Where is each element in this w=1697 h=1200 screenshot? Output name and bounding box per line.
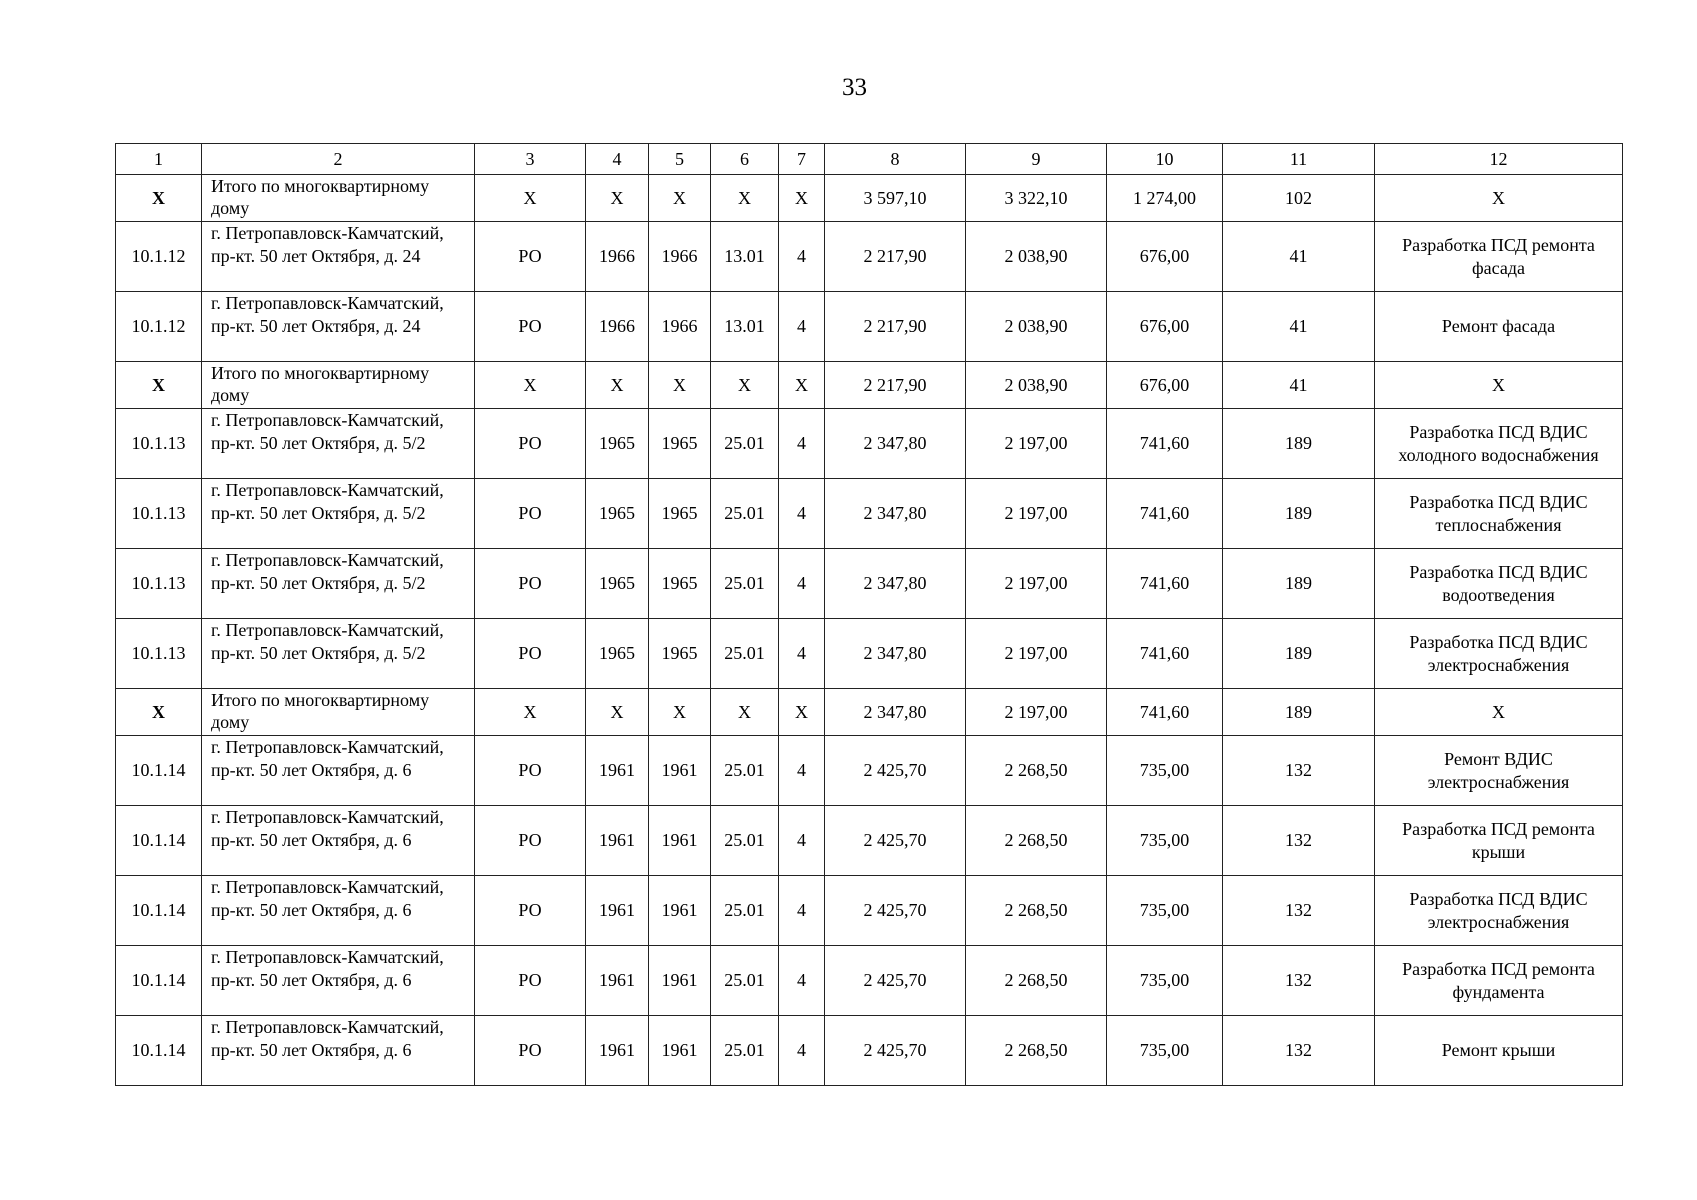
address-cell: Итого по многоквартирному дому: [202, 689, 475, 736]
floors-cell: 4: [779, 1016, 825, 1086]
work-type-cell: Разработка ПСД ВДИС водоотведения: [1375, 549, 1623, 619]
owner-type-cell: РО: [475, 946, 586, 1016]
total-area-cell: 2 217,90: [825, 222, 966, 292]
work-type-cell: X: [1375, 362, 1623, 409]
wall-material-cell: 25.01: [711, 619, 779, 689]
non-residential-area-cell: 741,60: [1107, 549, 1223, 619]
residents-cell: 41: [1223, 362, 1375, 409]
total-area-cell: 2 425,70: [825, 736, 966, 806]
residential-area-cell: 2 268,50: [966, 1016, 1107, 1086]
table-row: [116, 876, 1623, 946]
year-commissioned-cell: 1965: [649, 549, 711, 619]
column-number: 3: [475, 144, 586, 175]
owner-type-cell: РО: [475, 736, 586, 806]
table-row: [116, 479, 1623, 549]
column-number: 5: [649, 144, 711, 175]
floors-cell: 4: [779, 409, 825, 479]
column-number: 8: [825, 144, 966, 175]
work-type-cell: Ремонт фасада: [1375, 292, 1623, 362]
row-number-cell: 10.1.14: [116, 1016, 202, 1086]
residents-cell: 189: [1223, 619, 1375, 689]
residential-area-cell: 3 322,10: [966, 175, 1107, 222]
column-number: 7: [779, 144, 825, 175]
year-built-cell: 1961: [586, 736, 649, 806]
owner-type-cell: РО: [475, 222, 586, 292]
residents-cell: 102: [1223, 175, 1375, 222]
address-cell: г. Петропавловск-Камчатский, пр-кт. 50 лет Октября, д. 6: [202, 876, 475, 946]
total-area-cell: 2 347,80: [825, 689, 966, 736]
residential-area-cell: 2 268,50: [966, 736, 1107, 806]
total-area-cell: 2 347,80: [825, 619, 966, 689]
owner-type-cell: X: [475, 689, 586, 736]
column-number: 10: [1107, 144, 1223, 175]
address-cell: г. Петропавловск-Камчатский, пр-кт. 50 лет Октября, д. 5/2: [202, 619, 475, 689]
table-row: [116, 806, 1623, 876]
column-number: 1: [116, 144, 202, 175]
wall-material-cell: X: [711, 689, 779, 736]
owner-type-cell: РО: [475, 409, 586, 479]
year-commissioned-cell: 1966: [649, 222, 711, 292]
residents-cell: 41: [1223, 292, 1375, 362]
residents-cell: 189: [1223, 479, 1375, 549]
non-residential-area-cell: 741,60: [1107, 619, 1223, 689]
year-commissioned-cell: 1965: [649, 409, 711, 479]
residential-area-cell: 2 268,50: [966, 806, 1107, 876]
non-residential-area-cell: 741,60: [1107, 409, 1223, 479]
floors-cell: X: [779, 362, 825, 409]
row-number-cell: 10.1.13: [116, 619, 202, 689]
row-number-cell: 10.1.13: [116, 549, 202, 619]
owner-type-cell: РО: [475, 876, 586, 946]
row-number-cell: 10.1.14: [116, 736, 202, 806]
year-built-cell: 1961: [586, 806, 649, 876]
year-commissioned-cell: 1965: [649, 479, 711, 549]
residential-area-cell: 2 197,00: [966, 689, 1107, 736]
row-number-cell: 10.1.14: [116, 946, 202, 1016]
non-residential-area-cell: 735,00: [1107, 876, 1223, 946]
address-cell: г. Петропавловск-Камчатский, пр-кт. 50 лет Октября, д. 5/2: [202, 479, 475, 549]
non-residential-area-cell: 735,00: [1107, 736, 1223, 806]
column-number-row: [116, 144, 1623, 175]
year-built-cell: 1965: [586, 619, 649, 689]
year-commissioned-cell: 1965: [649, 619, 711, 689]
floors-cell: 4: [779, 479, 825, 549]
residential-area-cell: 2 197,00: [966, 479, 1107, 549]
year-commissioned-cell: 1961: [649, 736, 711, 806]
wall-material-cell: 25.01: [711, 549, 779, 619]
owner-type-cell: РО: [475, 292, 586, 362]
address-cell: г. Петропавловск-Камчатский, пр-кт. 50 лет Октября, д. 6: [202, 806, 475, 876]
residential-area-cell: 2 197,00: [966, 409, 1107, 479]
work-type-cell: Разработка ПСД ВДИС электроснабжения: [1375, 876, 1623, 946]
work-type-cell: X: [1375, 689, 1623, 736]
address-cell: г. Петропавловск-Камчатский, пр-кт. 50 лет Октября, д. 24: [202, 222, 475, 292]
wall-material-cell: 25.01: [711, 479, 779, 549]
table-row: [116, 292, 1623, 362]
row-number-cell: 10.1.14: [116, 876, 202, 946]
owner-type-cell: X: [475, 362, 586, 409]
work-type-cell: Ремонт крыши: [1375, 1016, 1623, 1086]
owner-type-cell: РО: [475, 619, 586, 689]
residents-cell: 132: [1223, 736, 1375, 806]
non-residential-area-cell: 735,00: [1107, 806, 1223, 876]
work-type-cell: Разработка ПСД ремонта крыши: [1375, 806, 1623, 876]
column-number: 2: [202, 144, 475, 175]
total-row: [116, 689, 1623, 736]
year-built-cell: 1961: [586, 876, 649, 946]
non-residential-area-cell: 1 274,00: [1107, 175, 1223, 222]
work-type-cell: Разработка ПСД ВДИС теплоснабжения: [1375, 479, 1623, 549]
residential-area-cell: 2 197,00: [966, 619, 1107, 689]
address-cell: г. Петропавловск-Камчатский, пр-кт. 50 лет Октября, д. 5/2: [202, 549, 475, 619]
non-residential-area-cell: 676,00: [1107, 292, 1223, 362]
table-row: [116, 946, 1623, 1016]
total-area-cell: 2 425,70: [825, 946, 966, 1016]
year-built-cell: 1965: [586, 409, 649, 479]
year-commissioned-cell: X: [649, 362, 711, 409]
residents-cell: 132: [1223, 876, 1375, 946]
wall-material-cell: 13.01: [711, 222, 779, 292]
work-type-cell: Разработка ПСД ремонта фундамента: [1375, 946, 1623, 1016]
year-built-cell: X: [586, 689, 649, 736]
floors-cell: 4: [779, 619, 825, 689]
total-area-cell: 2 425,70: [825, 876, 966, 946]
residents-cell: 132: [1223, 1016, 1375, 1086]
table-row: [116, 549, 1623, 619]
address-cell: г. Петропавловск-Камчатский, пр-кт. 50 лет Октября, д. 5/2: [202, 409, 475, 479]
wall-material-cell: 25.01: [711, 876, 779, 946]
year-commissioned-cell: X: [649, 689, 711, 736]
column-number: 6: [711, 144, 779, 175]
residential-area-cell: 2 038,90: [966, 222, 1107, 292]
floors-cell: 4: [779, 946, 825, 1016]
non-residential-area-cell: 735,00: [1107, 1016, 1223, 1086]
residents-cell: 189: [1223, 549, 1375, 619]
non-residential-area-cell: 735,00: [1107, 946, 1223, 1016]
owner-type-cell: РО: [475, 1016, 586, 1086]
column-number: 11: [1223, 144, 1375, 175]
column-number: 9: [966, 144, 1107, 175]
address-cell: г. Петропавловск-Камчатский, пр-кт. 50 лет Октября, д. 24: [202, 292, 475, 362]
wall-material-cell: 25.01: [711, 946, 779, 1016]
floors-cell: 4: [779, 222, 825, 292]
floors-cell: X: [779, 175, 825, 222]
row-number-cell: 10.1.12: [116, 292, 202, 362]
row-number-cell: 10.1.13: [116, 479, 202, 549]
capital-repair-table: [115, 143, 1623, 1086]
total-area-cell: 2 347,80: [825, 479, 966, 549]
work-type-cell: Разработка ПСД ВДИС электроснабжения: [1375, 619, 1623, 689]
owner-type-cell: РО: [475, 549, 586, 619]
row-number-cell: X: [116, 175, 202, 222]
row-number-cell: X: [116, 689, 202, 736]
table-row: [116, 736, 1623, 806]
total-area-cell: 2 217,90: [825, 292, 966, 362]
work-type-cell: Ремонт ВДИС электроснабжения: [1375, 736, 1623, 806]
table-row: [116, 222, 1623, 292]
total-area-cell: 3 597,10: [825, 175, 966, 222]
total-area-cell: 2 425,70: [825, 806, 966, 876]
address-cell: Итого по многоквартирному дому: [202, 362, 475, 409]
year-built-cell: X: [586, 175, 649, 222]
work-type-cell: Разработка ПСД ремонта фасада: [1375, 222, 1623, 292]
column-number: 12: [1375, 144, 1623, 175]
total-area-cell: 2 347,80: [825, 409, 966, 479]
wall-material-cell: 25.01: [711, 409, 779, 479]
address-cell: Итого по многоквартирному дому: [202, 175, 475, 222]
total-row: [116, 362, 1623, 409]
year-built-cell: 1965: [586, 549, 649, 619]
residents-cell: 189: [1223, 689, 1375, 736]
non-residential-area-cell: 676,00: [1107, 362, 1223, 409]
work-type-cell: Разработка ПСД ВДИС холодного водоснабжения: [1375, 409, 1623, 479]
owner-type-cell: X: [475, 175, 586, 222]
floors-cell: 4: [779, 292, 825, 362]
wall-material-cell: 25.01: [711, 806, 779, 876]
wall-material-cell: 13.01: [711, 292, 779, 362]
table-row: [116, 409, 1623, 479]
floors-cell: 4: [779, 806, 825, 876]
year-commissioned-cell: 1961: [649, 876, 711, 946]
column-number: 4: [586, 144, 649, 175]
floors-cell: 4: [779, 736, 825, 806]
floors-cell: 4: [779, 549, 825, 619]
row-number-cell: 10.1.14: [116, 806, 202, 876]
address-cell: г. Петропавловск-Камчатский, пр-кт. 50 лет Октября, д. 6: [202, 1016, 475, 1086]
wall-material-cell: X: [711, 362, 779, 409]
wall-material-cell: 25.01: [711, 1016, 779, 1086]
total-area-cell: 2 347,80: [825, 549, 966, 619]
non-residential-area-cell: 676,00: [1107, 222, 1223, 292]
residents-cell: 132: [1223, 946, 1375, 1016]
wall-material-cell: X: [711, 175, 779, 222]
year-commissioned-cell: 1961: [649, 946, 711, 1016]
residential-area-cell: 2 268,50: [966, 946, 1107, 1016]
year-built-cell: 1966: [586, 222, 649, 292]
residential-area-cell: 2 038,90: [966, 292, 1107, 362]
year-commissioned-cell: 1961: [649, 1016, 711, 1086]
table-row: [116, 1016, 1623, 1086]
row-number-cell: 10.1.12: [116, 222, 202, 292]
owner-type-cell: РО: [475, 479, 586, 549]
residents-cell: 41: [1223, 222, 1375, 292]
year-commissioned-cell: 1961: [649, 806, 711, 876]
year-built-cell: 1961: [586, 1016, 649, 1086]
work-type-cell: X: [1375, 175, 1623, 222]
year-built-cell: 1965: [586, 479, 649, 549]
residential-area-cell: 2 268,50: [966, 876, 1107, 946]
year-commissioned-cell: X: [649, 175, 711, 222]
year-built-cell: 1961: [586, 946, 649, 1016]
total-row: [116, 175, 1623, 222]
row-number-cell: X: [116, 362, 202, 409]
address-cell: г. Петропавловск-Камчатский, пр-кт. 50 лет Октября, д. 6: [202, 946, 475, 1016]
residential-area-cell: 2 197,00: [966, 549, 1107, 619]
owner-type-cell: РО: [475, 806, 586, 876]
table-row: [116, 619, 1623, 689]
total-area-cell: 2 425,70: [825, 1016, 966, 1086]
residential-area-cell: 2 038,90: [966, 362, 1107, 409]
non-residential-area-cell: 741,60: [1107, 479, 1223, 549]
floors-cell: X: [779, 689, 825, 736]
year-built-cell: X: [586, 362, 649, 409]
non-residential-area-cell: 741,60: [1107, 689, 1223, 736]
row-number-cell: 10.1.13: [116, 409, 202, 479]
wall-material-cell: 25.01: [711, 736, 779, 806]
year-commissioned-cell: 1966: [649, 292, 711, 362]
page-number: 33: [842, 74, 867, 101]
residents-cell: 132: [1223, 806, 1375, 876]
floors-cell: 4: [779, 876, 825, 946]
year-built-cell: 1966: [586, 292, 649, 362]
total-area-cell: 2 217,90: [825, 362, 966, 409]
residents-cell: 189: [1223, 409, 1375, 479]
address-cell: г. Петропавловск-Камчатский, пр-кт. 50 лет Октября, д. 6: [202, 736, 475, 806]
